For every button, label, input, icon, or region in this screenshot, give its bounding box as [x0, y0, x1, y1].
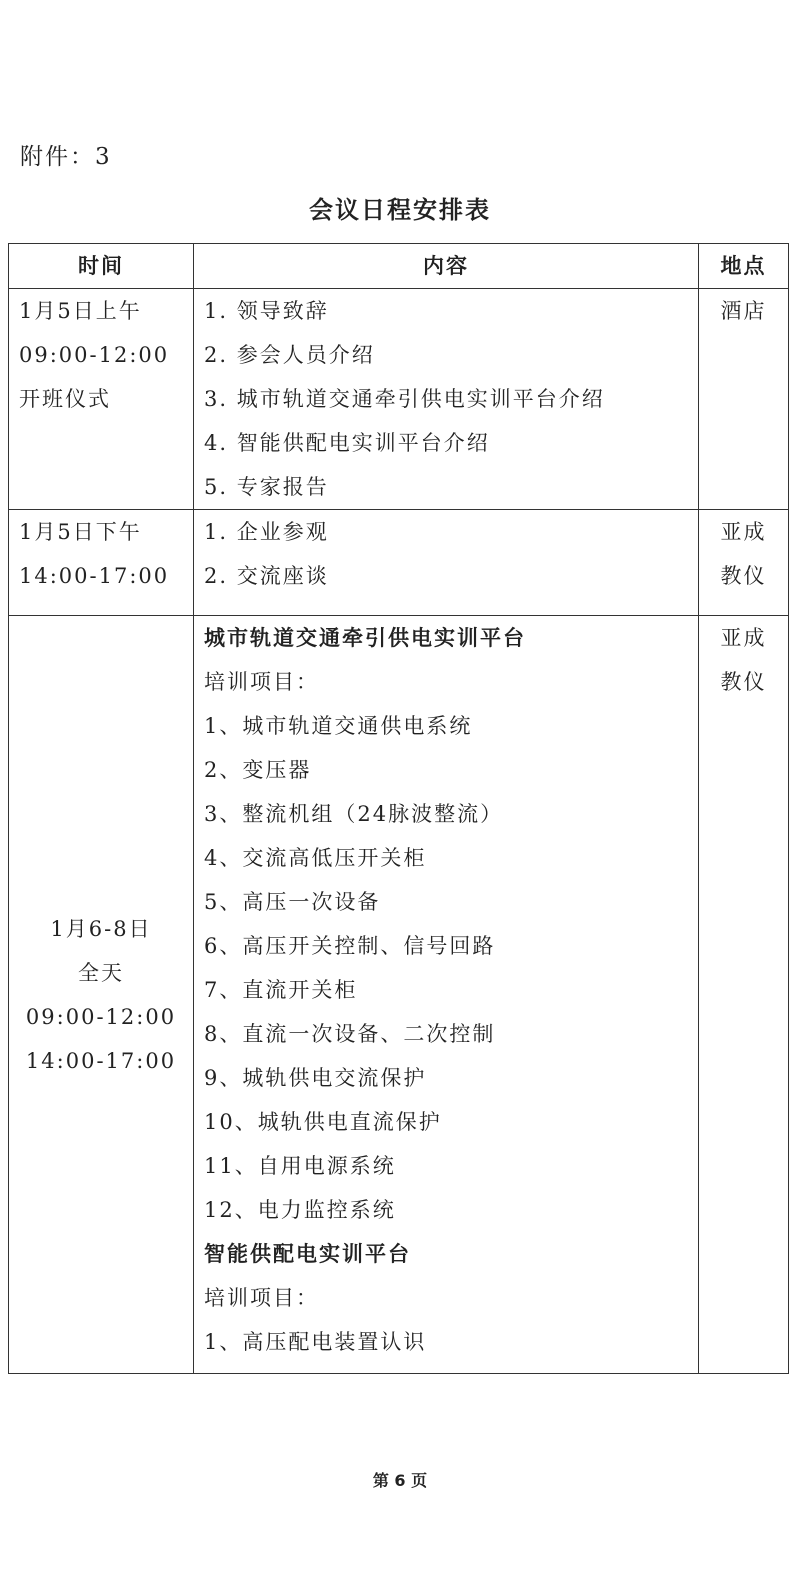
place-line: 亚成: [720, 626, 767, 650]
content-item: 5. 专家报告: [204, 475, 329, 499]
content-cell: [194, 289, 699, 510]
content-item: 5、高压一次设备: [204, 890, 381, 914]
content-item: 12、电力监控系统: [204, 1198, 396, 1222]
time-line: 09:00-12:00: [25, 1004, 177, 1029]
content-item: 1. 领导致辞: [204, 299, 329, 323]
page-number: 第 6 页: [372, 1471, 428, 1490]
place-line: 教仪: [720, 670, 767, 694]
content-item: 4、交流高低压开关柜: [204, 846, 427, 870]
table-header-row: [9, 244, 789, 289]
time-cell: [9, 616, 194, 1374]
table-row: [9, 510, 789, 616]
time-cell: [9, 510, 194, 616]
time-line: 14:00-17:00: [25, 1048, 177, 1073]
content-item: 1. 企业参观: [204, 520, 329, 544]
content-item: 4. 智能供配电实训平台介绍: [204, 431, 490, 455]
place-cell: [699, 289, 789, 510]
time-line: 全天: [78, 960, 124, 985]
content-item: 10、城轨供电直流保护: [204, 1110, 442, 1134]
time-line: 1月5日上午: [19, 299, 142, 323]
content-item: 6、高压开关控制、信号回路: [204, 934, 496, 958]
place-line: 酒店: [720, 299, 767, 323]
place-cell: [699, 616, 789, 1374]
content-item: 3、整流机组（24脉波整流）: [204, 802, 504, 826]
time-line: 1月6-8日: [50, 916, 152, 941]
place-cell: [699, 510, 789, 616]
content-item: 11、自用电源系统: [204, 1154, 396, 1178]
section-subheading: 培训项目：: [204, 1286, 319, 1310]
content-item: 3. 城市轨道交通牵引供电实训平台介绍: [204, 387, 605, 411]
time-line: 1月5日下午: [19, 520, 142, 544]
attachment-label: 附件：3: [20, 144, 112, 170]
time-line: 开班仪式: [19, 387, 111, 411]
schedule-table: [8, 243, 789, 1374]
table-row: [9, 289, 789, 510]
content-cell: [194, 510, 699, 616]
place-line: 教仪: [720, 564, 767, 588]
header-place: 地点: [699, 244, 789, 289]
content-item: 8、直流一次设备、二次控制: [204, 1022, 496, 1046]
content-item: 2. 交流座谈: [204, 564, 329, 588]
table-row: [9, 616, 789, 1374]
section-heading: 智能供配电实训平台: [204, 1242, 411, 1266]
content-cell: [194, 616, 699, 1374]
time-line: 09:00-12:00: [19, 343, 170, 367]
section-heading: 城市轨道交通牵引供电实训平台: [204, 626, 526, 650]
header-time: 时间: [9, 244, 194, 289]
section-subheading: 培训项目：: [204, 670, 319, 694]
content-item: 1、城市轨道交通供电系统: [204, 714, 473, 738]
content-item: 2、变压器: [204, 758, 312, 782]
time-cell: [9, 289, 194, 510]
content-item: 7、直流开关柜: [204, 978, 358, 1002]
document-title: 会议日程安排表: [309, 196, 491, 224]
content-item: 1、高压配电装置认识: [204, 1330, 427, 1354]
time-line: 14:00-17:00: [19, 564, 170, 588]
content-item: 9、城轨供电交流保护: [204, 1066, 427, 1090]
header-content: 内容: [194, 244, 699, 289]
place-line: 亚成: [720, 520, 767, 544]
content-item: 2. 参会人员介绍: [204, 343, 375, 367]
